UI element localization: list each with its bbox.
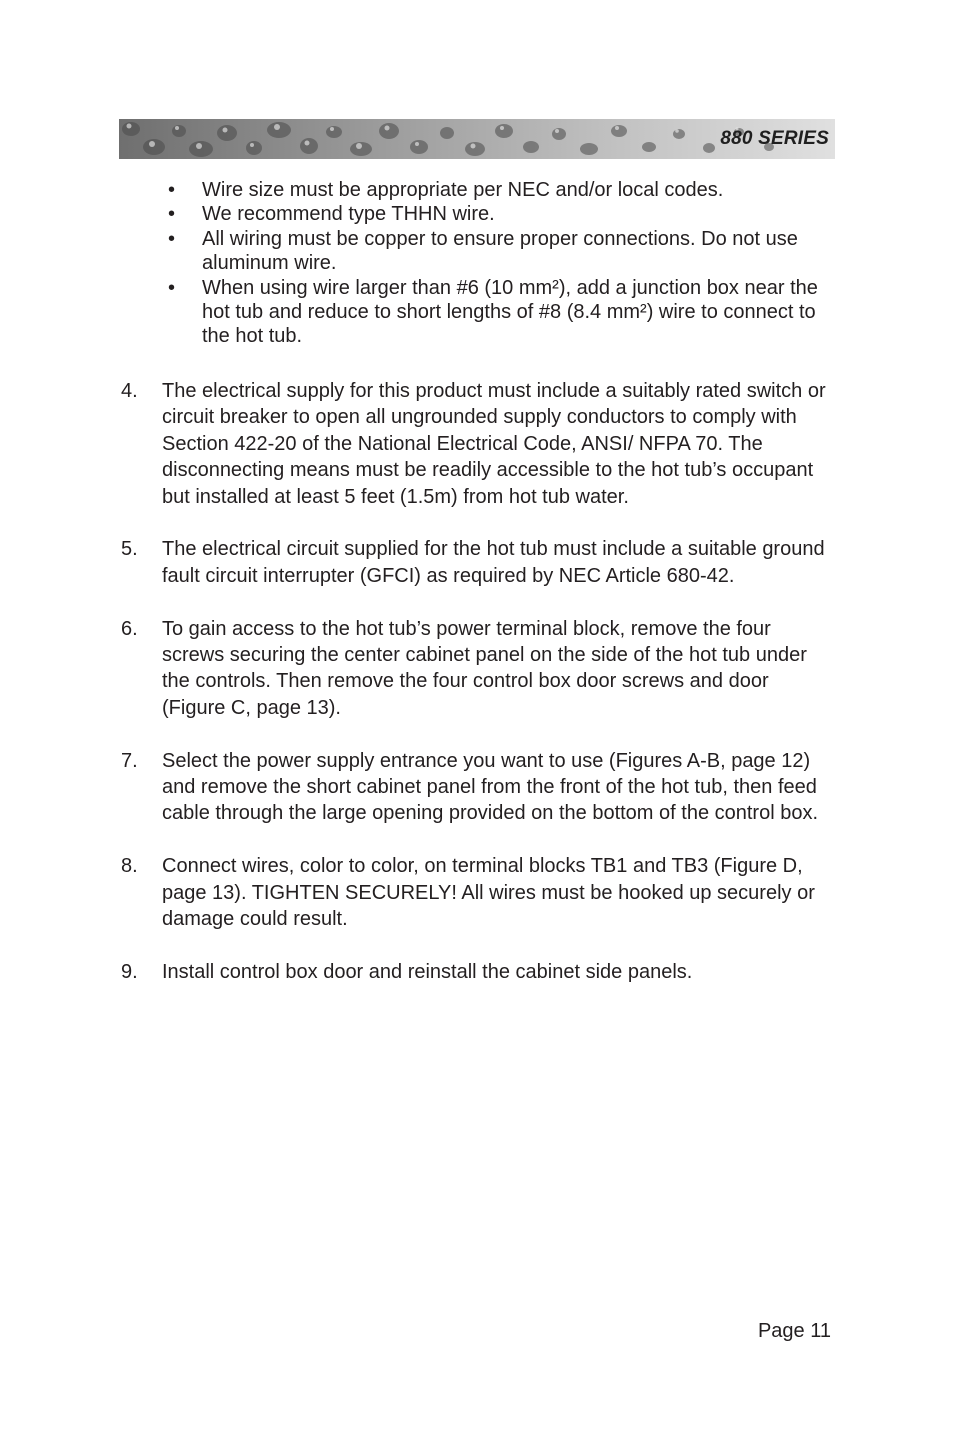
list-item: [162, 202, 842, 226]
installation-steps: [121, 378, 836, 1012]
bullet-glyph: •: [168, 203, 176, 226]
step-item: [121, 378, 836, 510]
step-item: [121, 536, 836, 589]
step-text: Select the power supply entrance you want to use (Figures A-B, page 12) and remove the short cabinet panel from the front of the hot tub, then feed cable through the large opening provided on the bottom of the control box.: [162, 749, 819, 825]
bullet-glyph: •: [168, 179, 176, 201]
step-text: Connect wires, color to color, on terminal blocks TB1 and TB3 (Figure D, page 13). TIGHTEN SECURELY! All wires must be hooked up securely or damage could result.: [162, 855, 815, 931]
step-text: The electrical supply for this product must include a suitably rated switch or circuit breaker to open all ungrounded supply conductors to comply with Section 422-20 of the National Electrical Code, ANSI/ NFPA 70. The disconnecting means must be readily accessible to the hot tub’s occupant but installed at least 5 feet (1.5m) from hot tub water.: [162, 380, 826, 508]
step-item: [121, 853, 836, 932]
bullet-glyph: •: [168, 227, 176, 250]
list-item-text: Wire size must be appropriate per NEC and/or local codes.: [202, 179, 724, 201]
step-text: Install control box door and reinstall the cabinet side panels.: [162, 960, 693, 983]
list-item: [162, 178, 842, 202]
step-number: 8.: [121, 855, 138, 878]
page-number: Page 11: [757, 1320, 831, 1342]
step-number: 7.: [121, 749, 138, 772]
list-item-text: When using wire larger than #6 (10 mm²), add a junction box near the hot tub and reduce to short lengths of #8 (8.4 mm²) wire to connect to the hot tub.: [202, 276, 818, 348]
list-item: [162, 227, 842, 276]
list-item: [162, 276, 842, 349]
header-banner: [119, 119, 835, 159]
step-text: To gain access to the hot tub’s power terminal block, remove the four screws securing the center cabinet panel on the side of the hot tub under the controls. Then remove the four control box door screws and door (Figure C, page 13).: [162, 617, 807, 719]
bullet-glyph: •: [168, 276, 176, 299]
wire-requirements-list: [162, 178, 842, 349]
list-item-text: We recommend type THHN wire.: [202, 203, 495, 226]
step-number: 5.: [121, 538, 138, 561]
list-item-text: All wiring must be copper to ensure proper connections. Do not use aluminum wire.: [202, 227, 798, 275]
series-label: 880 SERIES: [720, 128, 829, 149]
step-item: [121, 748, 836, 827]
step-item: [121, 616, 836, 722]
step-number: 6.: [121, 617, 138, 640]
step-number: 9.: [121, 960, 138, 983]
step-number: 4.: [121, 380, 138, 402]
step-item: [121, 959, 836, 985]
step-text: The electrical circuit supplied for the hot tub must include a suitable ground fault circuit interrupter (GFCI) as required by NEC Article 680-42.: [162, 538, 825, 587]
